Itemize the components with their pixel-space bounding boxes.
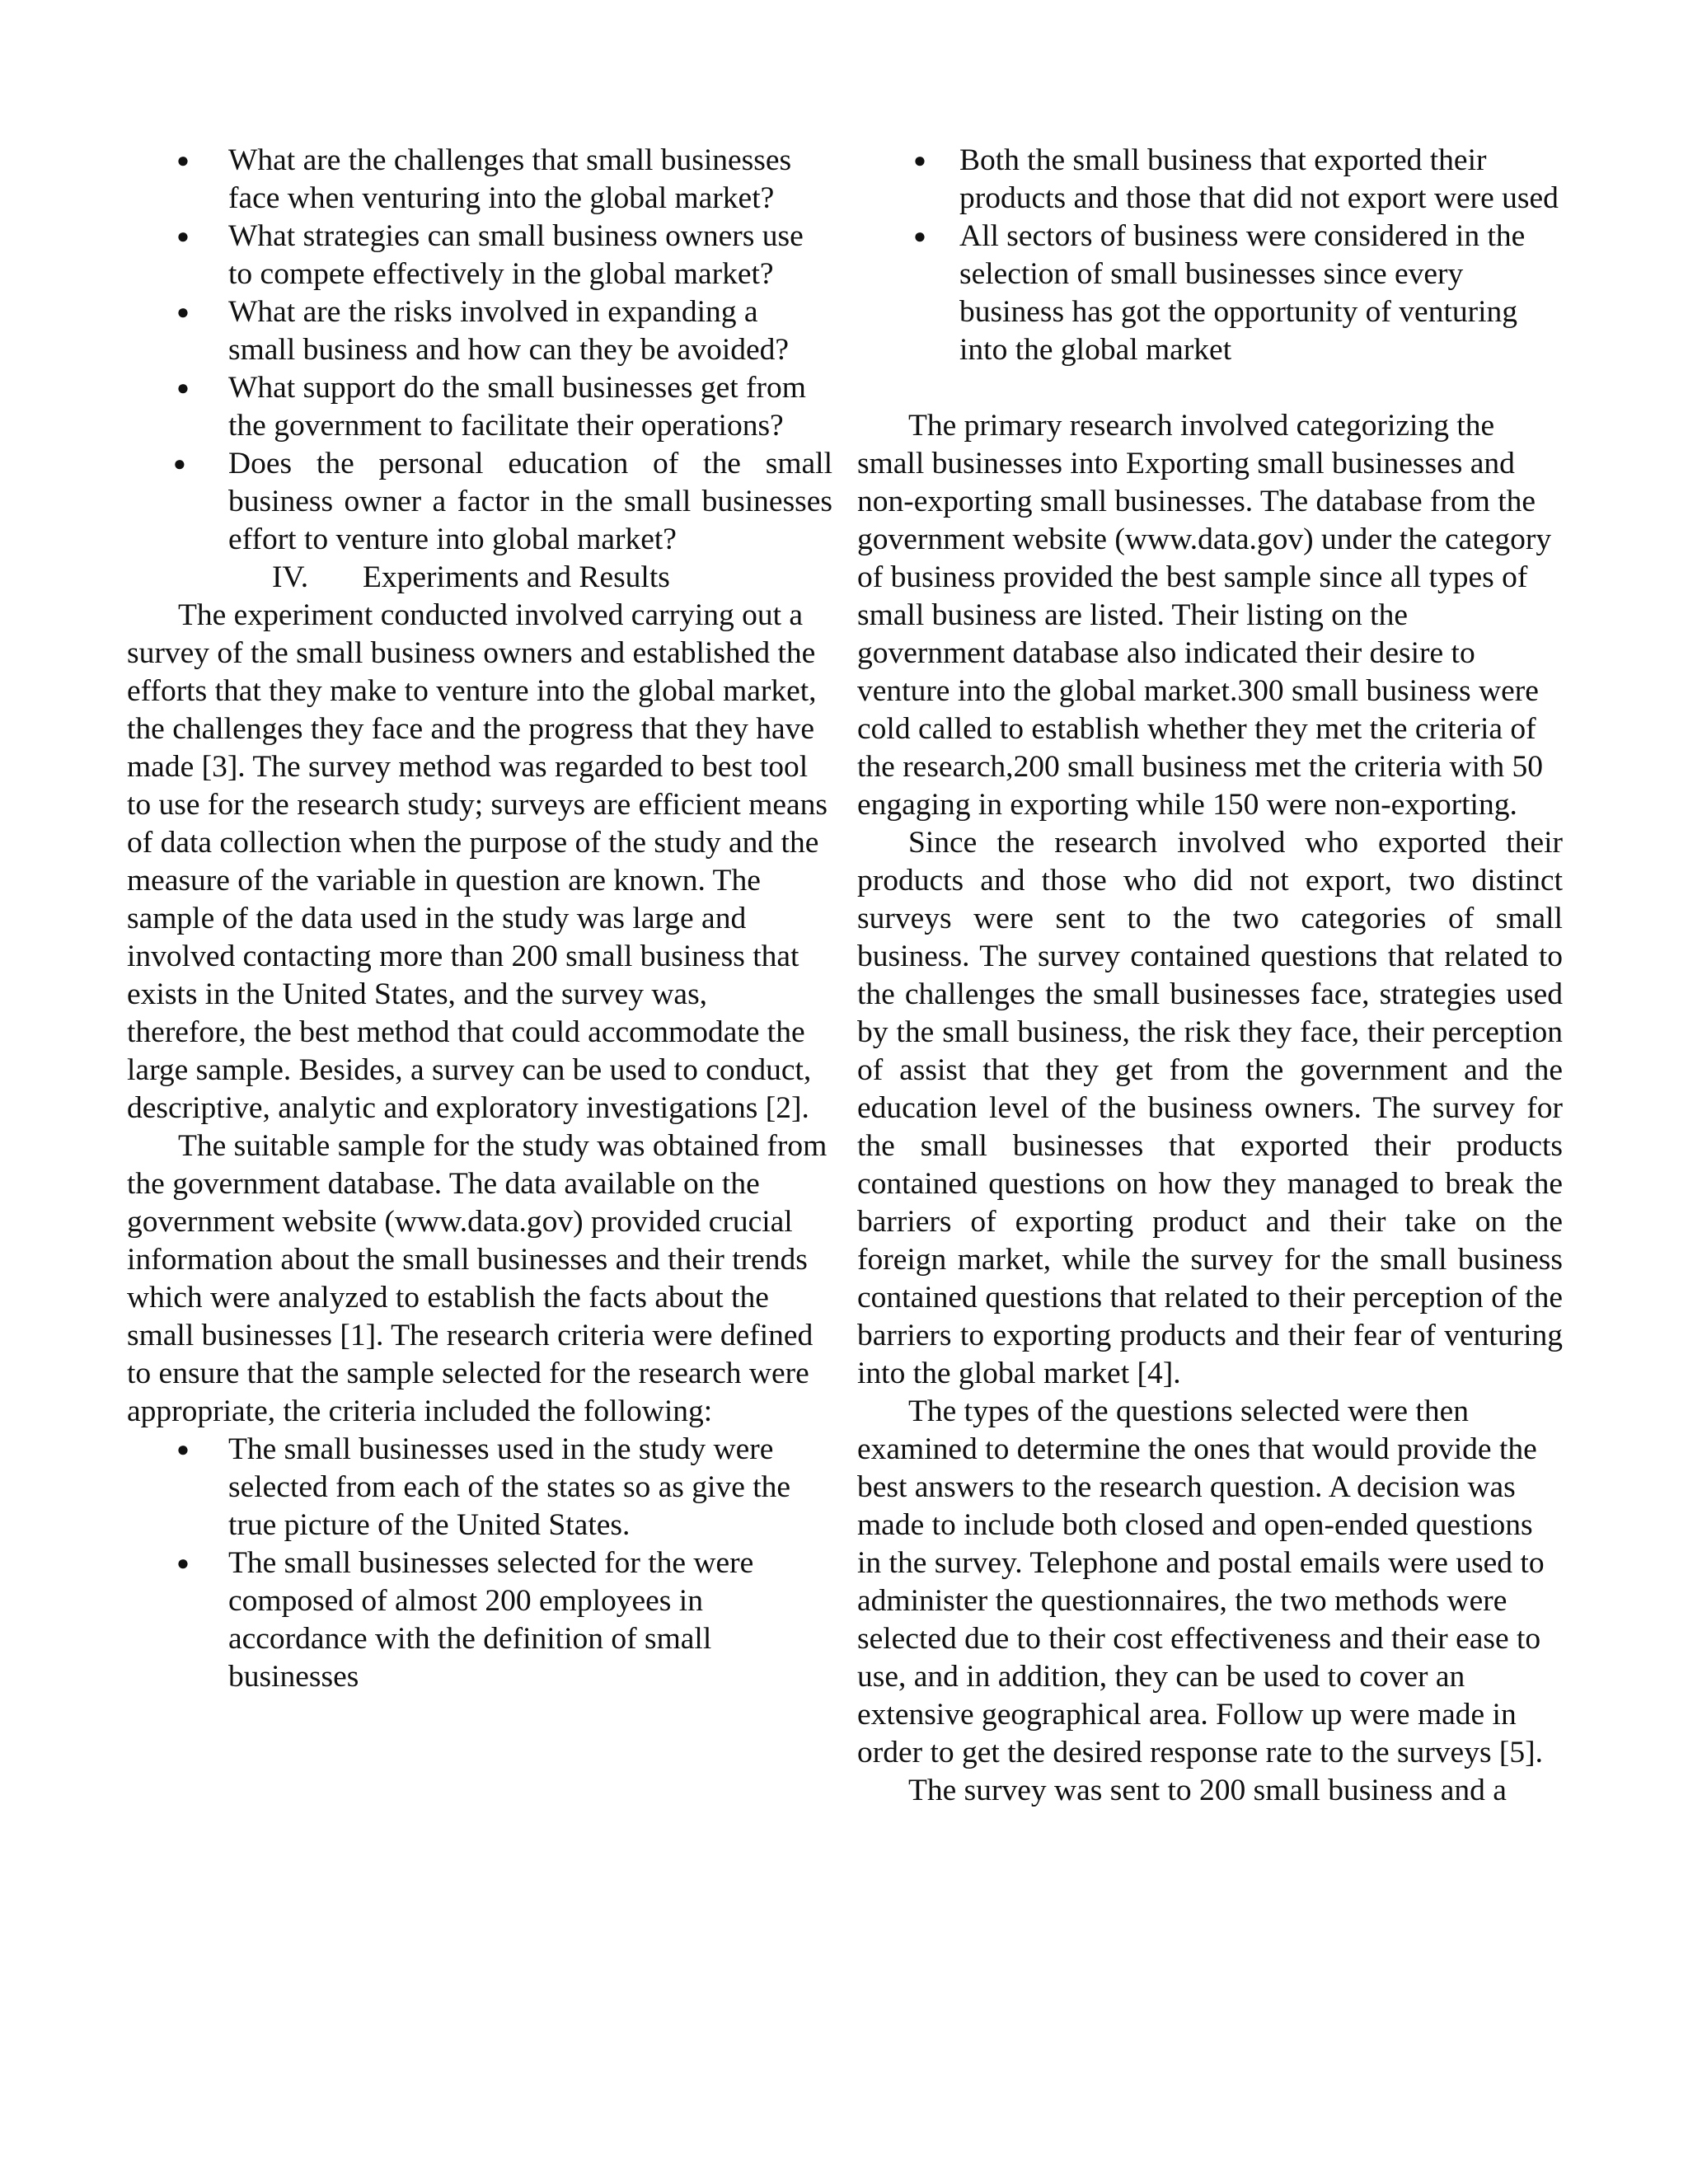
- question-text: What strategies can small business owners use to compete effectively in the global market?: [228, 219, 804, 291]
- paragraph: The experiment conducted involved carrying out a survey of the small business owners and established the efforts that they make to venture into the global market, the challenges they face and the progress that they have made [3]. The survey method was regarded to best tool to use for the research study; surveys are efficient means of data collection when the purpose of the study and the measure of the variable in question are known. The sample of the data used in the study was large and involved contacting more than 200 small business that exists in the United States, and the survey was, therefore, the best method that could accommodate the large sample. Besides, a survey can be used to conduct, descriptive, analytic and exploratory investigations [2].: [127, 598, 828, 1125]
- question-text: What are the challenges that small businesses face when venturing into the global market?: [228, 143, 792, 215]
- criteria-text: The small businesses selected for the were composed of almost 200 employees in accordance with the definition of small businesses: [228, 1546, 754, 1694]
- list-item: [127, 1431, 832, 1544]
- bullet-icon: ●: [173, 452, 186, 476]
- paragraph-gap: [857, 369, 1563, 407]
- bullet-icon: ●: [176, 300, 190, 324]
- bullet-icon: ●: [176, 376, 190, 400]
- criteria-text: The small businesses used in the study were selected from each of the states so as give the true picture of the United States.: [228, 1432, 791, 1542]
- criteria-list-continued: [857, 142, 1563, 369]
- question-text: What are the risks involved in expanding a small business and how can they be avoided?: [228, 295, 790, 367]
- list-item: [127, 293, 832, 369]
- list-item: [127, 142, 832, 218]
- criteria-list: [127, 1431, 832, 1696]
- section-title: Experiments and Results: [363, 560, 670, 594]
- bullet-icon: ●: [913, 224, 926, 248]
- criteria-text: Both the small business that exported their products and those that did not export were used: [959, 143, 1559, 215]
- paragraph: Since the research involved who exported their products and those who did not export, two distinct surveys were sent to the two categories of small business. The survey contained questions that related to the challenges the small businesses face, strategies used by the small business, the risk they face, their perception of assist that they get from the government and the education level of the business owners. The survey for the small businesses that exported their products contained questions on how they managed to break the barriers of exporting product and their take on the foreign market, while the survey for the small business contained questions that related to their perception of the barriers to exporting products and their fear of venturing into the global market [4].: [857, 826, 1563, 1390]
- bullet-icon: ●: [176, 224, 190, 248]
- left-column: [127, 142, 832, 1696]
- bullet-icon: ●: [176, 148, 190, 172]
- research-questions-list: [127, 142, 832, 559]
- list-item: [857, 218, 1563, 369]
- section-number: IV.: [272, 560, 309, 594]
- question-text: What support do the small businesses get from the government to facilitate their operations?: [228, 371, 806, 443]
- paragraph: The suitable sample for the study was obtained from the government database. The data available on the government website (www.data.gov) provided crucial information about the small businesses and their trends which were analyzed to establish the facts about the small businesses [1]. The research criteria were defined to ensure that the sample selected for the research were appropriate, the criteria included the following:: [127, 1129, 828, 1428]
- list-item: [127, 445, 832, 559]
- list-item: [857, 142, 1563, 218]
- bullet-icon: ●: [176, 1551, 190, 1575]
- paragraph: The survey was sent to 200 small business and a: [908, 1774, 1507, 1807]
- section-heading: [127, 559, 832, 597]
- paragraph: The types of the questions selected were then examined to determine the ones that would provide the best answers to the research question. A decision was made to include both closed and open-ended questions in the survey. Telephone and postal emails were used to administer the questionnaires, the two methods were selected due to their cost effectiveness and their ease to use, and in addition, they can be used to cover an extensive geographical area. Follow up were made in order to get the desired response rate to the surveys [5].: [857, 1394, 1545, 1769]
- bullet-icon: ●: [176, 1437, 190, 1461]
- list-item: [127, 1544, 832, 1696]
- right-column: [857, 142, 1563, 1810]
- list-item: [127, 369, 832, 445]
- bullet-icon: ●: [913, 148, 926, 172]
- list-item: [127, 218, 832, 293]
- criteria-text: All sectors of business were considered in the selection of small businesses since every business has got the opportunity of venturing into the global market: [959, 219, 1526, 367]
- question-text: Does the personal education of the small business owner a factor in the small businesses effort to venture into global market?: [228, 447, 832, 556]
- paragraph: The primary research involved categorizing the small businesses into Exporting small businesses and non-exporting small businesses. The database from the government website (www.data.gov) under the category of business provided the best sample since all types of small business are listed. Their listing on the government database also indicated their desire to venture into the global market.300 small business were cold called to establish whether they met the criteria of the research,200 small business met the criteria with 50 engaging in exporting while 150 were non-exporting.: [857, 409, 1552, 822]
